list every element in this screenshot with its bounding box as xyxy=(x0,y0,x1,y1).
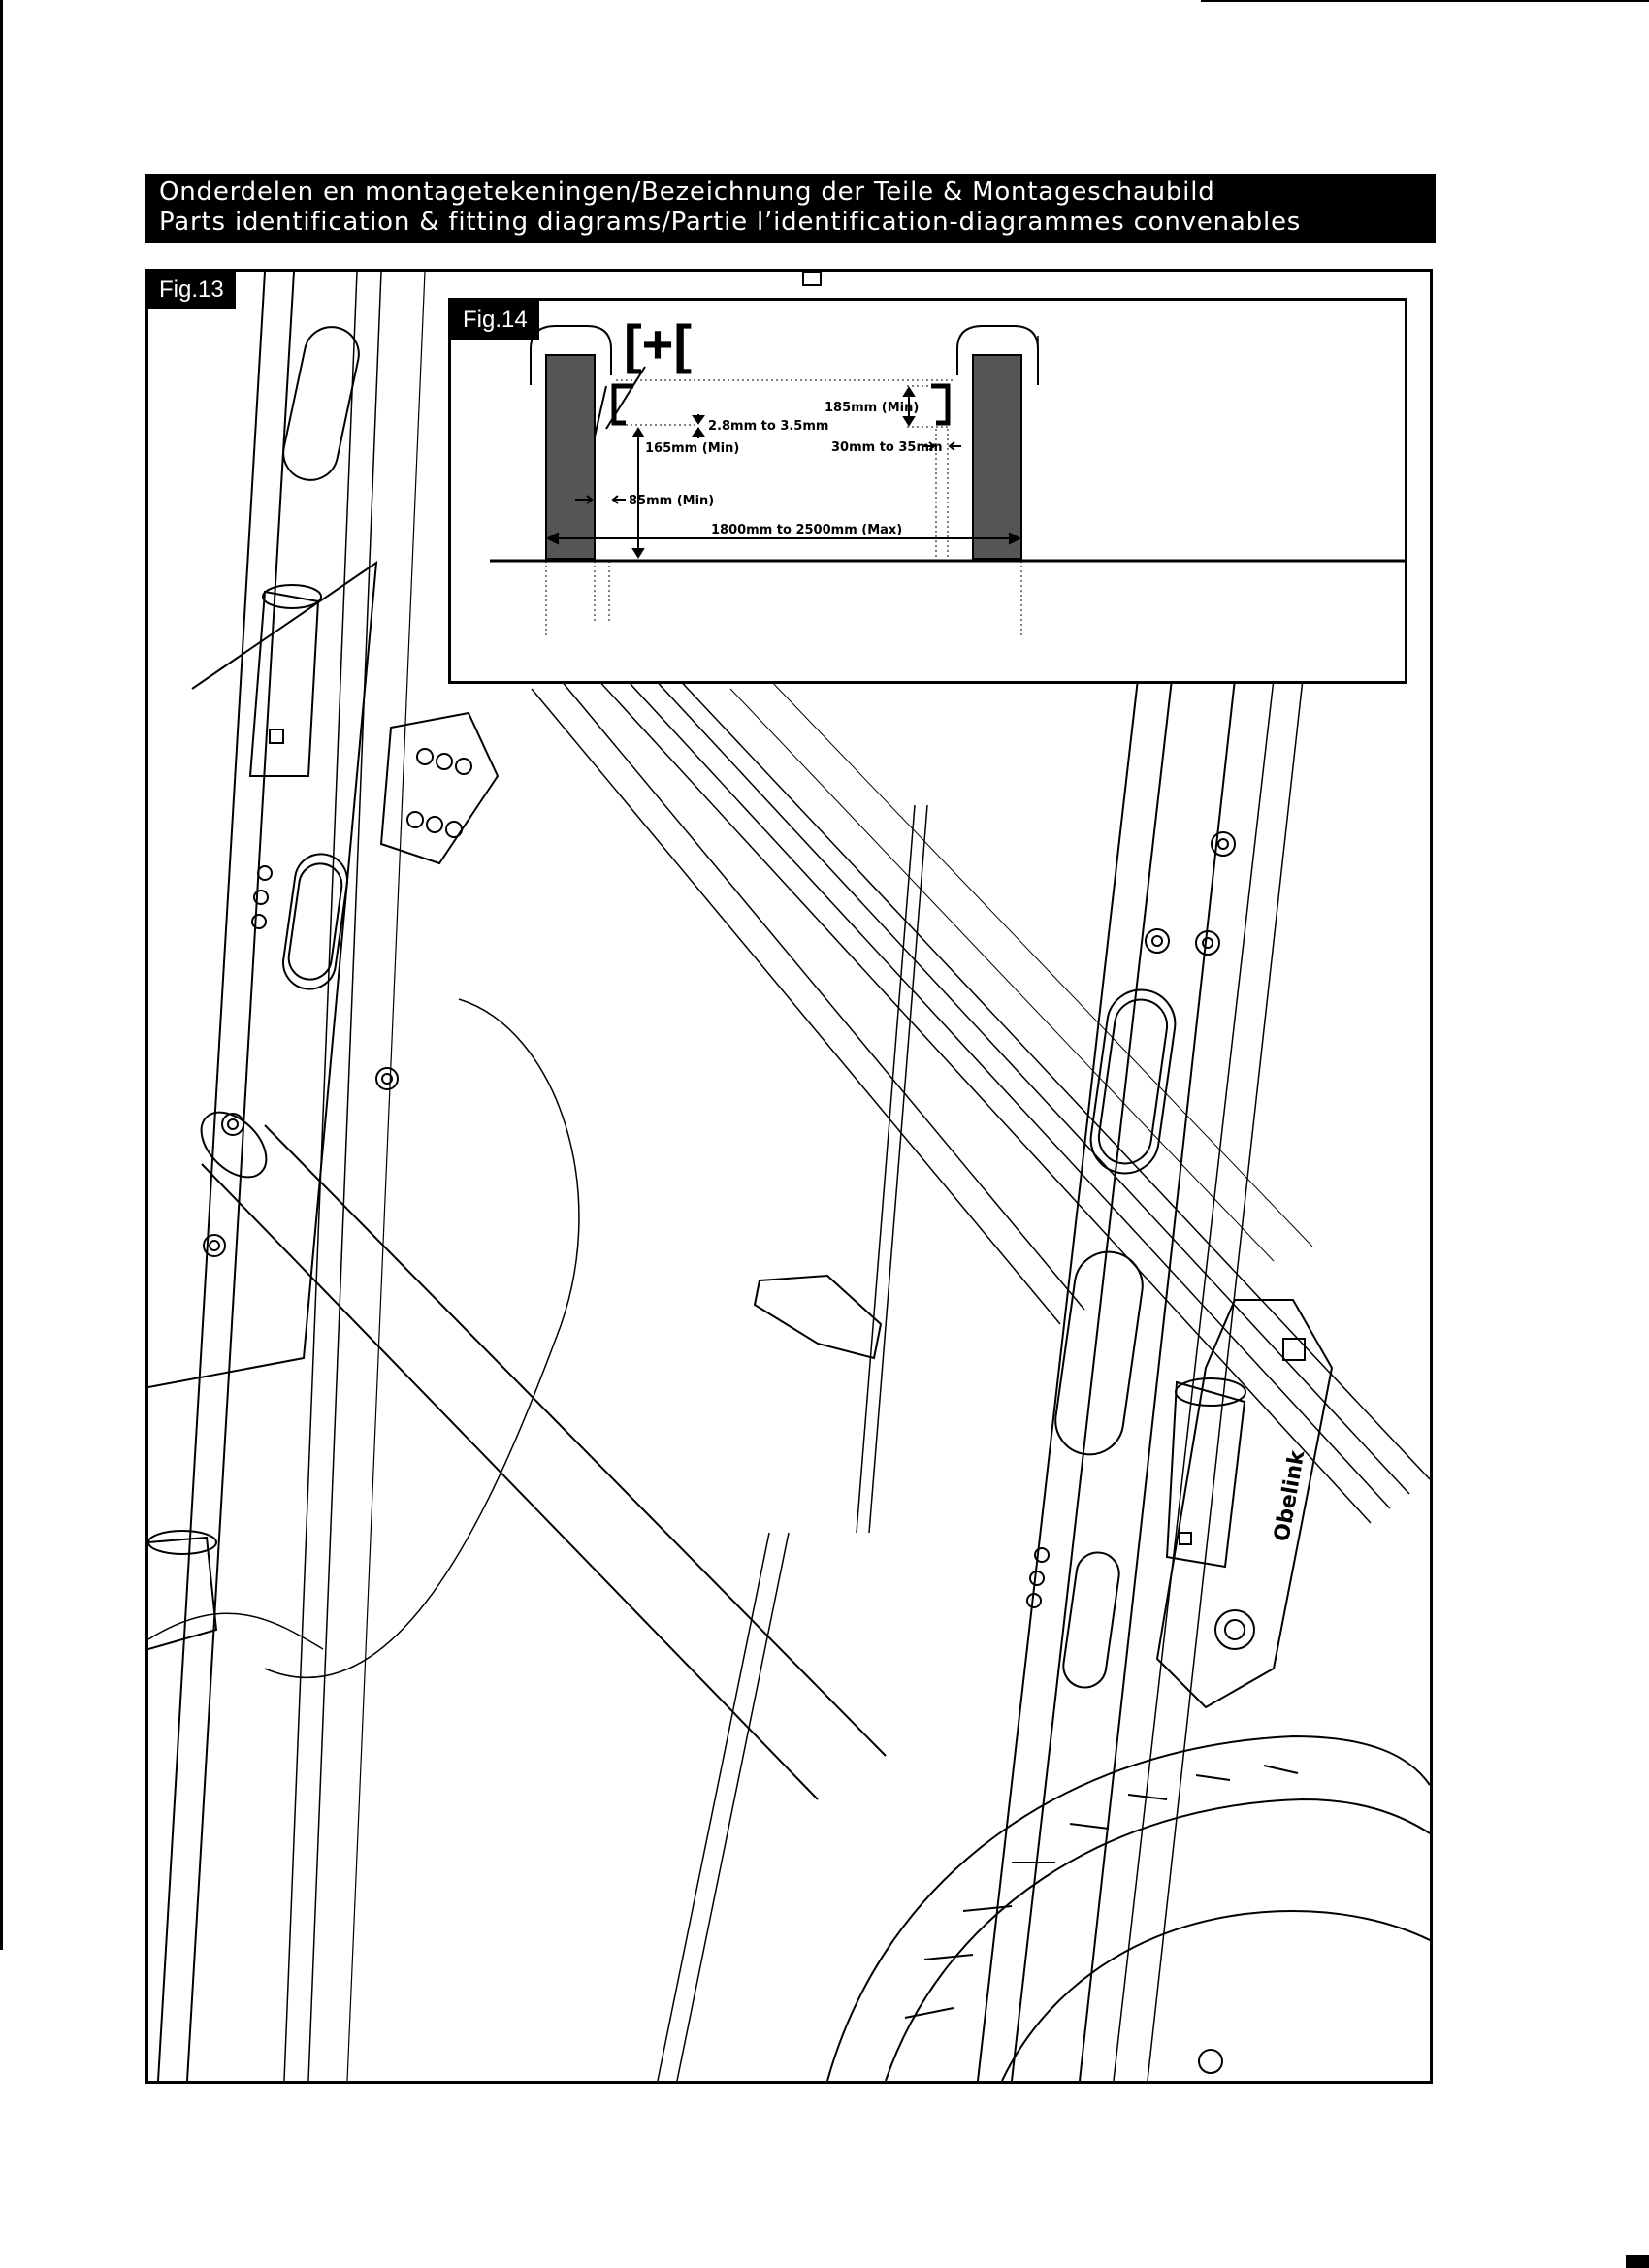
fig14-drawing xyxy=(451,301,1405,681)
dim-thickness xyxy=(626,414,828,438)
left-chassis-members xyxy=(158,272,425,2081)
right-chassis-member xyxy=(978,679,1303,2081)
fig14-label: Fig.14 xyxy=(451,301,539,340)
dim-frame-width xyxy=(546,523,1021,638)
svg-text:85mm (Min): 85mm (Min) xyxy=(629,494,715,508)
connecting-rod xyxy=(658,805,927,2081)
dim-flange-gap xyxy=(831,429,961,561)
svg-text:1800mm to 2500mm (Max): 1800mm to 2500mm (Max) xyxy=(711,523,903,537)
page-header xyxy=(146,174,1436,243)
right-wheel xyxy=(957,326,1038,559)
header-line-2: Parts identification & fitting diagrams/Partie l’identification-diagrammes convenables xyxy=(159,208,1302,237)
svg-text:30mm to 35mm: 30mm to 35mm xyxy=(831,440,943,455)
left-mounting-plate xyxy=(148,322,398,1387)
svg-text:2.8mm to 3.5mm: 2.8mm to 3.5mm xyxy=(708,419,829,434)
cable xyxy=(148,999,579,1677)
left-wheel xyxy=(531,326,611,559)
c-profile-symbol: [+[ xyxy=(624,313,692,374)
dim-185 xyxy=(824,386,948,427)
fig14-dimension-diagram xyxy=(448,298,1407,684)
scan-edge-top xyxy=(1201,0,1649,2)
dim-85 xyxy=(575,494,714,621)
header-line-1: Onderdelen en montagetekeningen/Bezeichnung der Teile & Montageschaubild xyxy=(159,178,1215,207)
fig13-label: Fig.13 xyxy=(147,271,236,309)
diagonal-cross-members xyxy=(532,626,1430,1523)
scan-edge-left xyxy=(0,0,3,1950)
svg-text:185mm (Min): 185mm (Min) xyxy=(824,401,920,415)
svg-text:165mm (Min): 165mm (Min) xyxy=(645,441,740,456)
left-lower-motor xyxy=(148,1531,216,1649)
center-connector-block xyxy=(381,713,498,863)
tyre xyxy=(827,1736,1430,2081)
scan-corner-mark xyxy=(1626,2255,1649,2268)
right-c-profile xyxy=(931,386,948,423)
right-drive-unit xyxy=(1157,1300,1332,1707)
brand-logo-text: Obelink xyxy=(1270,1448,1310,1544)
profile-leader-line xyxy=(595,386,606,437)
round-cross-tube xyxy=(189,1100,886,1799)
left-motor xyxy=(250,585,321,776)
